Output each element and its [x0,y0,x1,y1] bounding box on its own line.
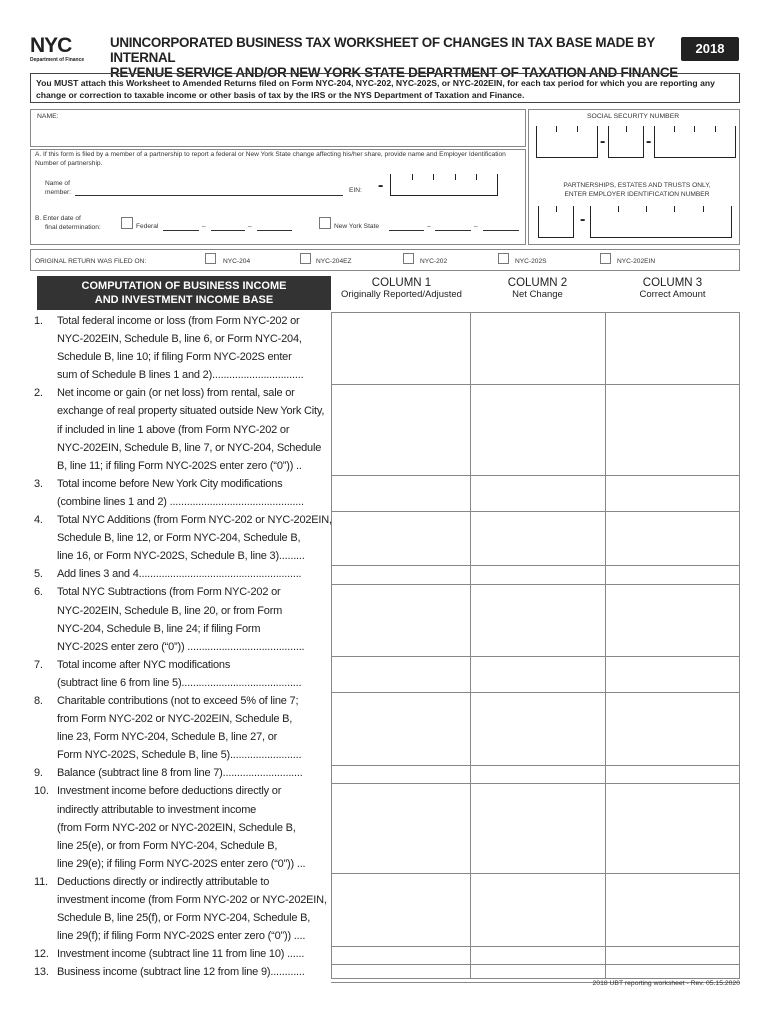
line-text: Schedule B, line 12, or Form NYC-204, Schedule B, [57,532,301,545]
member-name-input[interactable] [75,184,343,196]
line-text: Total NYC Subtractions (from Form NYC-202 or [57,586,281,599]
amount-cell-column-1[interactable] [333,476,469,510]
line-text: sum of Schedule B lines 1 and 2)................................ [57,369,304,382]
line-text: line 29(f); if filing Form NYC-202S enter zero (“0”)) .... [57,930,306,943]
amount-cell-column-1[interactable] [333,784,469,873]
member-label-2: member: [45,189,72,196]
nys-year-input[interactable] [483,222,519,231]
table-row [34,692,330,764]
date-separator: – [474,223,478,230]
federal-day-input[interactable] [211,222,245,231]
line-number: 9. [34,767,43,780]
amount-cell-column-2[interactable] [471,313,604,383]
amount-cell-column-3[interactable] [606,385,739,474]
line-text: Total income before New York City modifications [57,477,283,490]
federal-month-input[interactable] [163,222,199,231]
nyc-202-option: NYC-202 [420,258,448,265]
amount-cell-column-2[interactable] [471,947,604,963]
table-row [34,475,330,511]
line-text: (subtract line 6 from line 5).......................................... [57,676,302,689]
federal-checkbox[interactable] [121,217,133,229]
name-field[interactable] [30,109,526,147]
ein-suffix-box[interactable] [590,206,732,238]
partnership-note: A. If this form is filed by a member of a partnership to report a federal or New York State change affecting his/her share, provide name and Employer Identification Number of partnership. [35,151,506,167]
amount-cell-column-3[interactable] [606,585,739,655]
line-text: Charitable contributions (not to exceed 5% of line 7; [57,694,299,707]
line-number: 5. [34,568,43,581]
line-text: NYC-202EIN, Schedule B, line 20, or from Form [57,604,283,617]
computation-heading [37,276,331,310]
line-text: NYC-204, Schedule B, line 24; if filing Form [57,622,261,635]
line-number: 7. [34,658,43,671]
amount-cell-column-2[interactable] [471,965,604,981]
line-text: if included in line 1 above (from Form NYC-202 or [57,423,290,436]
amount-cell-column-1[interactable] [333,693,469,763]
nyc-202ein-option: NYC-202EIN [617,258,656,265]
amount-cell-column-2[interactable] [471,385,604,474]
column-3-subtitle: Correct Amount [639,289,706,300]
line-text: Investment income before deductions directly or [57,785,282,798]
amount-cell-column-1[interactable] [333,313,469,383]
amount-cell-column-1[interactable] [333,874,469,944]
table-row [34,583,330,655]
member-ein-box[interactable] [390,174,498,196]
amount-cell-column-1[interactable] [333,947,469,963]
column-2-title: COLUMN 2 [507,277,568,289]
amount-cell-column-3[interactable] [606,476,739,510]
line-text: NYC-202EIN, Schedule B, line 6, or Form NYC-204, [57,333,302,346]
computation-lines [34,312,330,981]
nyc-204-checkbox[interactable] [205,253,216,264]
nyc-204-option: NYC-204 [223,258,251,265]
ssn-label: SOCIAL SECURITY NUMBER [587,113,680,120]
line-text: investment income (from Form NYC-202 or NYC-202EIN, [57,894,327,906]
line-text: from Form NYC-202 or NYC-202EIN, Schedule B, [57,713,293,726]
name-label: NAME: [37,113,59,120]
column-1-subtitle: Originally Reported/Adjusted [341,289,462,300]
amount-cell-column-3[interactable] [606,965,739,981]
table-row [34,873,330,945]
heading-line-2: AND INVESTMENT INCOME BASE [94,294,274,306]
original-return-label: ORIGINAL RETURN WAS FILED ON: [35,258,147,265]
line-number: 6. [34,586,43,599]
nyc-logo [30,36,92,66]
logo-text: NYC [30,34,72,57]
table-row [34,384,330,474]
line-text: Total federal income or loss (from Form NYC-202 or [57,315,300,327]
ssn-dash: - [600,133,606,150]
line-number: 1. [34,315,43,327]
nys-label: New York State [334,223,380,230]
amount-cell-column-1[interactable] [333,657,469,691]
line-number: 11. [34,875,48,888]
table-row [34,656,330,692]
amount-cell-column-2[interactable] [471,693,604,763]
line-text: NYC-202S enter zero (“0”)) ......................................... [57,640,305,653]
nyc-202ein-checkbox[interactable] [600,253,611,264]
partnership-ein-input[interactable] [578,206,738,240]
line-text: Balance (subtract line 8 from line 7)............................ [57,767,303,780]
ein-note-2: ENTER EMPLOYER IDENTIFICATION NUMBER [564,190,710,198]
line-text: line 16, or Form NYC-202S, Schedule B, line 3)......... [57,550,305,563]
ein-dash: - [378,177,384,194]
final-determination-label [35,214,101,232]
tax-year-badge: 2018 [681,37,739,61]
line-text: line 23, Form NYC-204, Schedule B, line 27, or [57,731,278,744]
line-text: line 25(e), or from Form NYC-204, Schedule B, [57,839,278,852]
line-number: 2. [34,387,43,400]
footer-revision: 2018 UBT reporting worksheet - Rev. 05.15.2020 [592,980,740,987]
line-text: Add lines 3 and 4......................................................... [57,568,302,581]
nyc-202-checkbox[interactable] [403,253,414,264]
amount-cell-column-2[interactable] [471,585,604,655]
amount-cell-column-2[interactable] [471,766,604,782]
amount-cell-column-2[interactable] [471,784,604,873]
nyc-204ez-checkbox[interactable] [300,253,311,264]
line-text: Deductions directly or indirectly attributable to [57,875,270,888]
line-text: B, line 11; if filing Form NYC-202S enter zero (“0”)) .. [57,459,302,472]
amount-cell-column-3[interactable] [606,693,739,763]
table-row [34,764,330,782]
line-text: Form NYC-202S, Schedule B, line 5)......................... [57,749,302,762]
line-text: Total income after NYC modifications [57,658,231,671]
amount-cell-column-1[interactable] [333,566,469,582]
amount-cell-column-3[interactable] [606,784,739,873]
heading-line-1: COMPUTATION OF BUSINESS INCOME [81,280,287,292]
title-line-2: REVENUE SERVICE AND/OR NEW YORK STATE DEPARTMENT OF TAXATION AND FINANCE [110,65,678,80]
line-number: 12. [34,948,49,961]
amount-cell-column-2[interactable] [471,657,604,691]
ssn-segment-3[interactable] [654,126,736,158]
line-text: Schedule B, line 25(f), or Form NYC-204, Schedule B, [57,912,311,925]
line-text: Schedule B, line 10; if filing Form NYC-202S enter [57,351,292,364]
nys-month-input[interactable] [389,222,424,231]
line-text: Investment income (subtract line 11 from line 10) ...... [57,948,305,961]
amount-cell-column-3[interactable] [606,766,739,782]
table-row [34,312,330,384]
amount-cell-column-2[interactable] [471,512,604,564]
amount-cell-column-1[interactable] [333,766,469,782]
date-separator: – [248,223,252,230]
ein-label: EIN: [349,187,362,194]
amount-cell-column-2[interactable] [471,476,604,510]
federal-year-input[interactable] [257,222,292,231]
amount-cell-column-3[interactable] [606,566,739,582]
table-row [34,963,330,981]
ein-instruction [540,182,734,199]
federal-label: Federal [136,223,159,230]
column-2-header [470,277,605,300]
amount-cell-column-1[interactable] [333,385,469,474]
line-text: NYC-202EIN, Schedule B, line 7, or NYC-204, Schedule [57,441,322,454]
nyc-202s-option: NYC-202S [515,258,547,265]
line-text: exchange of real property situated outside New York City, [57,405,325,418]
ssn-segment-1[interactable] [536,126,598,158]
amount-cell-column-2[interactable] [471,874,604,944]
logo-subtitle: Department of Finance [30,57,85,63]
line-number: 13. [34,966,49,979]
date-separator: – [202,223,206,230]
nyc-204ez-option: NYC-204EZ [316,258,352,265]
table-row [34,565,330,583]
table-row [34,511,330,565]
amount-cell-column-3[interactable] [606,512,739,564]
line-number: 4. [34,514,43,527]
member-name-label [45,179,71,197]
line-text: (from Form NYC-202 or NYC-202EIN, Schedule B, [57,821,296,834]
table-row [34,782,330,872]
nys-checkbox[interactable] [319,217,331,229]
amount-cell-column-3[interactable] [606,657,739,691]
title-line-1: UNINCORPORATED BUSINESS TAX WORKSHEET OF CHANGES IN TAX BASE MADE BY INTERNAL [110,35,655,65]
line-text: indirectly attributable to investment income [57,803,257,816]
line-number: 3. [34,477,43,490]
nys-day-input[interactable] [435,222,471,231]
table-row [34,945,330,963]
amount-cell-column-1[interactable] [333,585,469,655]
amount-cell-column-1[interactable] [333,512,469,564]
column-1-title: COLUMN 1 [371,277,432,289]
date-separator: – [427,223,431,230]
column-3-header [605,277,740,300]
line-number: 10. [34,785,49,798]
member-ein-input[interactable] [378,174,498,198]
amount-cell-column-2[interactable] [471,566,604,582]
amount-cell-column-1[interactable] [333,965,469,981]
final-label-1: B. Enter date of [35,215,81,222]
line-text: Total NYC Additions (from Form NYC-202 or NYC-202EIN, [57,514,332,527]
line-number: 8. [34,694,43,707]
ssn-input[interactable] [536,126,736,160]
member-label-1: Name of [45,180,70,187]
column-1-header [333,277,470,300]
amount-cell-column-3[interactable] [606,313,739,383]
line-text: Business income (subtract line 12 from line 9)............ [57,966,305,979]
nyc-202s-checkbox[interactable] [498,253,509,264]
column-2-subtitle: Net Change [512,289,563,300]
column-3-title: COLUMN 3 [642,277,703,289]
attach-notice: You MUST attach this Worksheet to Amended Returns filed on Form NYC-204, NYC-202, NYC-202S, or NYC-202EIN, for each tax period for which you are reporting any change or correction to taxable income or other basis of tax by the IRS or the NYS Department of Taxation and Finance. [30,73,740,103]
amount-cell-column-3[interactable] [606,874,739,944]
ssn-dash: - [646,133,652,150]
ein-note-1: PARTNERSHIPS, ESTATES AND TRUSTS ONLY, [563,182,711,189]
line-text: (combine lines 1 and 2) ............................................... [57,495,304,508]
line-text: Net income or gain (or net loss) from rental, sale or [57,387,295,400]
final-label-2: final determination: [45,224,101,231]
line-text: line 29(e); if filing Form NYC-202S enter zero (“0”)) ... [57,857,306,870]
amount-cell-column-3[interactable] [606,947,739,963]
ein-dash: - [580,211,586,228]
